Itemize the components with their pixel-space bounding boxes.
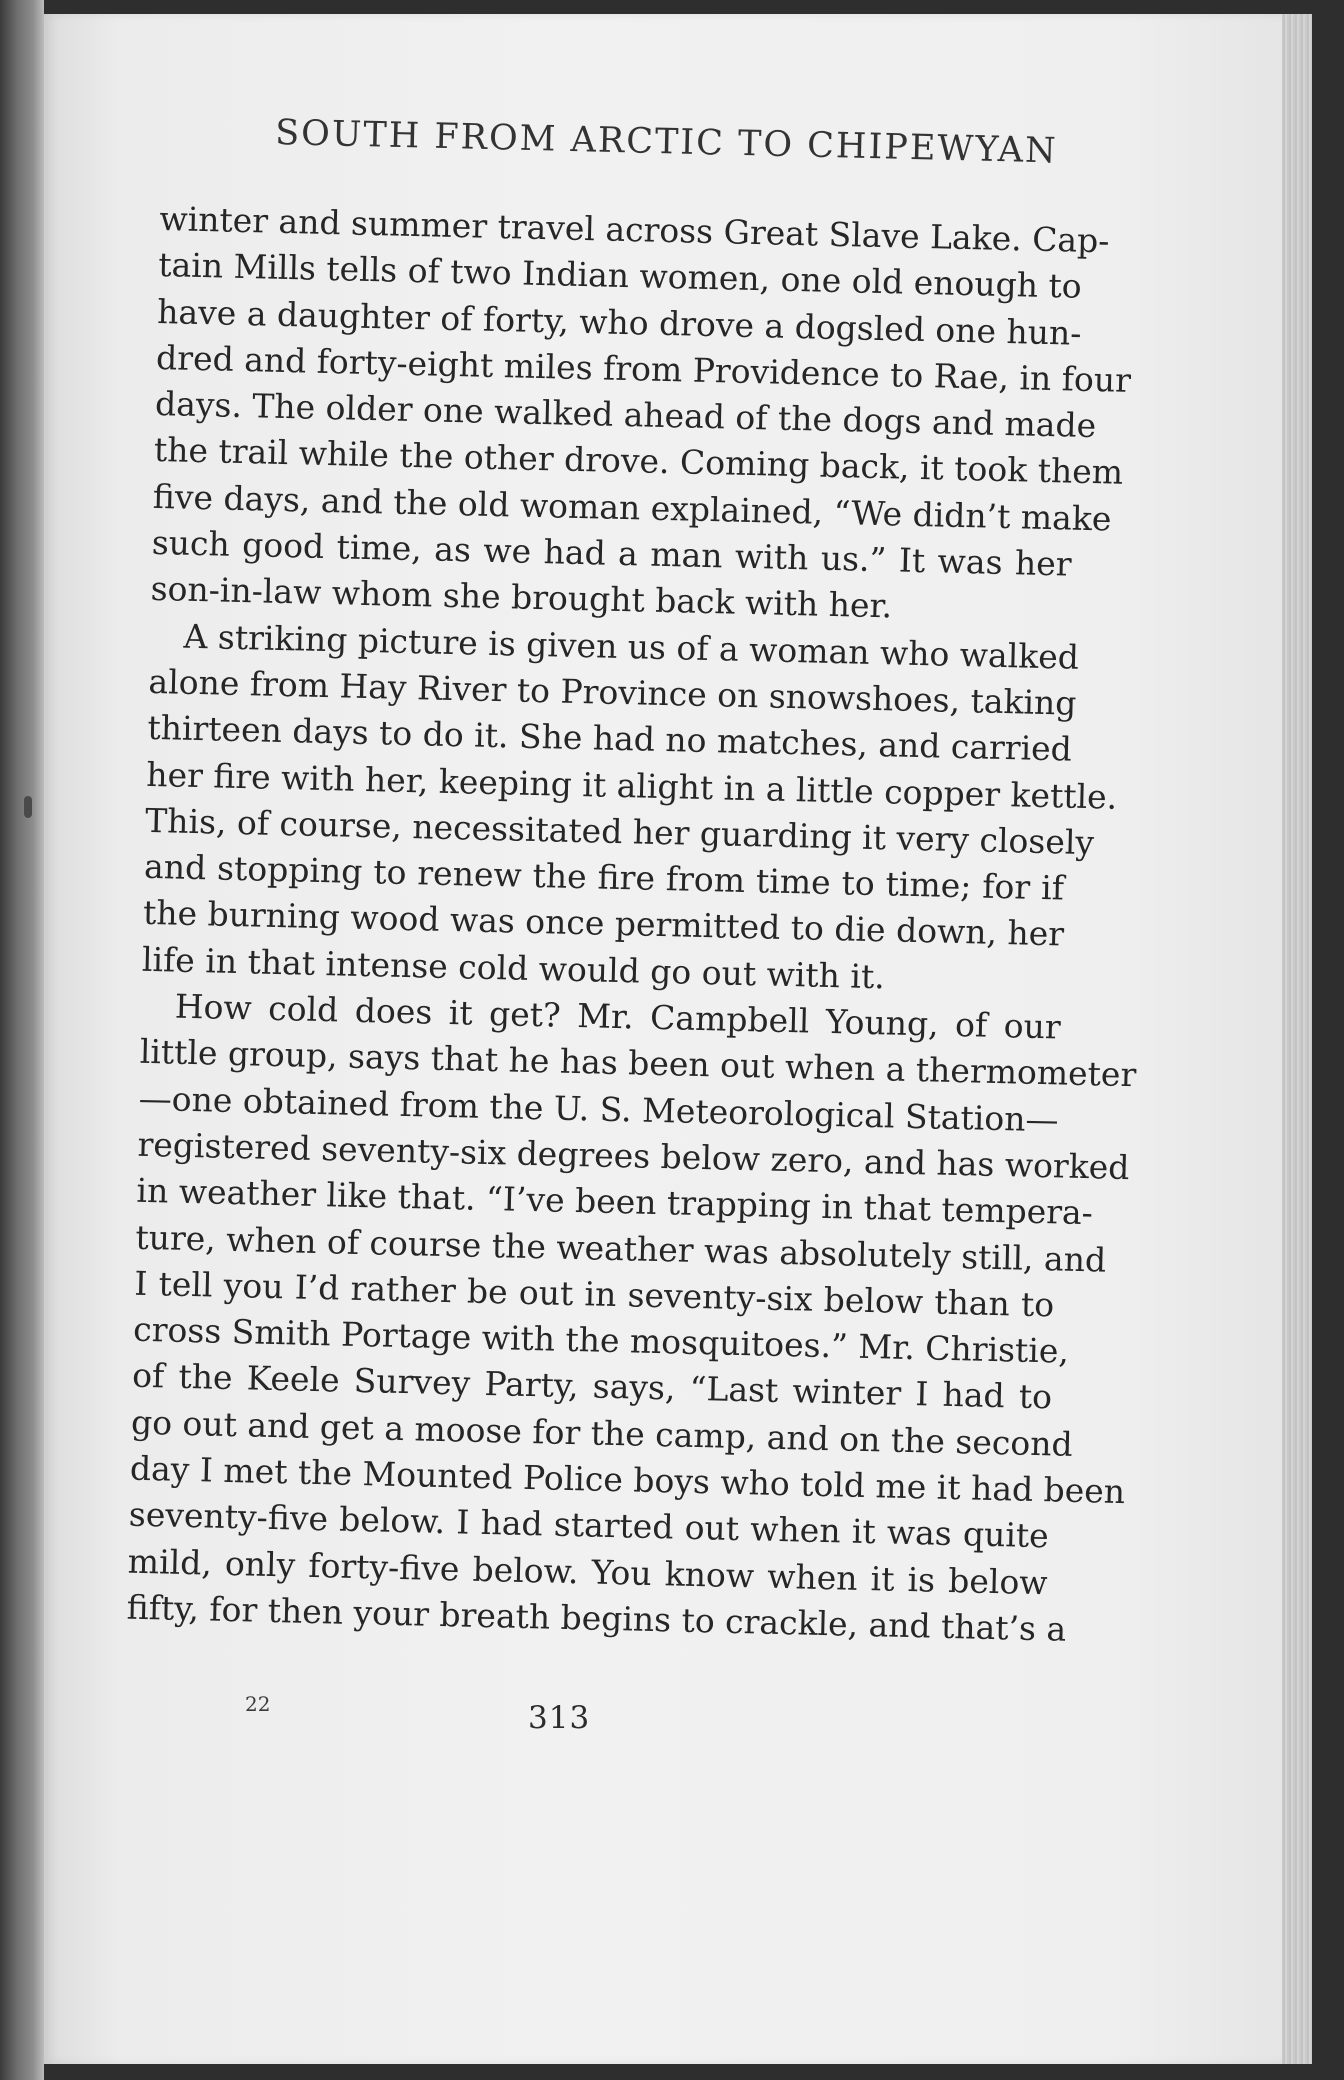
text-line: cross Smith Portage with the mosquitoes.” Mr. Christie, xyxy=(132,1309,1070,1371)
text-line: ture, when of course the weather was absolutely still, and xyxy=(135,1217,1107,1280)
body-text xyxy=(126,196,1137,1652)
text-line: such good time, as we had a man with us.” It was her xyxy=(151,522,1073,584)
text-line: dred and forty-eight miles from Providence to Rae, in four xyxy=(155,337,1132,400)
text-line: registered seventy-six degrees below zero, and has worked xyxy=(137,1124,1130,1188)
text-line: and stopping to renew the fire from time to time; for if xyxy=(143,846,1065,908)
text-line: day I met the Mounted Police boys who told me it had been xyxy=(129,1448,1126,1512)
text-line: How cold does it get? Mr. Campbell Young, of our xyxy=(174,986,1062,1047)
text-line: mild, only forty-five below. You know when it is below xyxy=(127,1541,1049,1602)
text-line: life in that intense cold would go out with it. xyxy=(141,939,886,997)
text-line: in weather like that. “I’ve been trapping in that tempera- xyxy=(136,1170,1094,1233)
text-line: go out and get a moose for the camp, and on the second xyxy=(130,1402,1074,1464)
paragraph-1 xyxy=(150,196,1132,634)
text-line: days. The older one walked ahead of the dogs and made xyxy=(154,384,1097,446)
text-line: little group, says that he has been out when a thermometer xyxy=(139,1032,1137,1095)
text-line: —one obtained from the U. S. Meteorological Station— xyxy=(138,1078,1059,1140)
text-line: her fire with her, keeping it alight in a little copper kettle. xyxy=(145,754,1118,817)
text-line: five days, and the old woman explained, “We didn’t make xyxy=(152,476,1112,539)
text-line: thirteen days to do it. She had no matches, and carried xyxy=(147,708,1073,769)
running-head: SOUTH FROM ARCTIC TO CHIPEWYAN xyxy=(274,113,1059,172)
text-line: seventy-five below. I had started out when it was quite xyxy=(128,1494,1050,1556)
paragraph-3 xyxy=(126,983,1137,1653)
text-line: alone from Hay River to Province on snowshoes, taking xyxy=(148,661,1077,723)
text-line: son-in-law whom she brought back with her. xyxy=(150,569,893,626)
text-line: A striking picture is given us of a woman who walked xyxy=(183,616,1080,677)
text-line: winter and summer travel across Great Slave Lake. Cap- xyxy=(159,198,1110,261)
text-line: of the Keele Survey Party, says, “Last winter I had to xyxy=(131,1356,1053,1417)
page-edges xyxy=(1282,14,1312,2064)
text-line: the trail while the other drove. Coming back, it took them xyxy=(153,430,1124,493)
text-line: I tell you I’d rather be out in seventy-six below than to xyxy=(133,1263,1055,1325)
text-line: This, of course, necessitated her guarding it very closely xyxy=(144,800,1095,863)
text-line: the burning wood was once permitted to die down, her xyxy=(142,893,1065,954)
page-number: 313 xyxy=(528,1700,591,1736)
text-line: have a daughter of forty, who drove a dogsled one hun- xyxy=(156,291,1082,353)
paragraph-2 xyxy=(141,613,1118,1005)
left-book-binding xyxy=(0,0,44,2080)
binding-mark xyxy=(24,796,32,818)
signature-mark: 22 xyxy=(245,1692,271,1716)
text-line: tain Mills tells of two Indian women, one old enough to xyxy=(157,245,1083,307)
text-line: fifty, for then your breath begins to crackle, and that’s a xyxy=(126,1587,1067,1649)
